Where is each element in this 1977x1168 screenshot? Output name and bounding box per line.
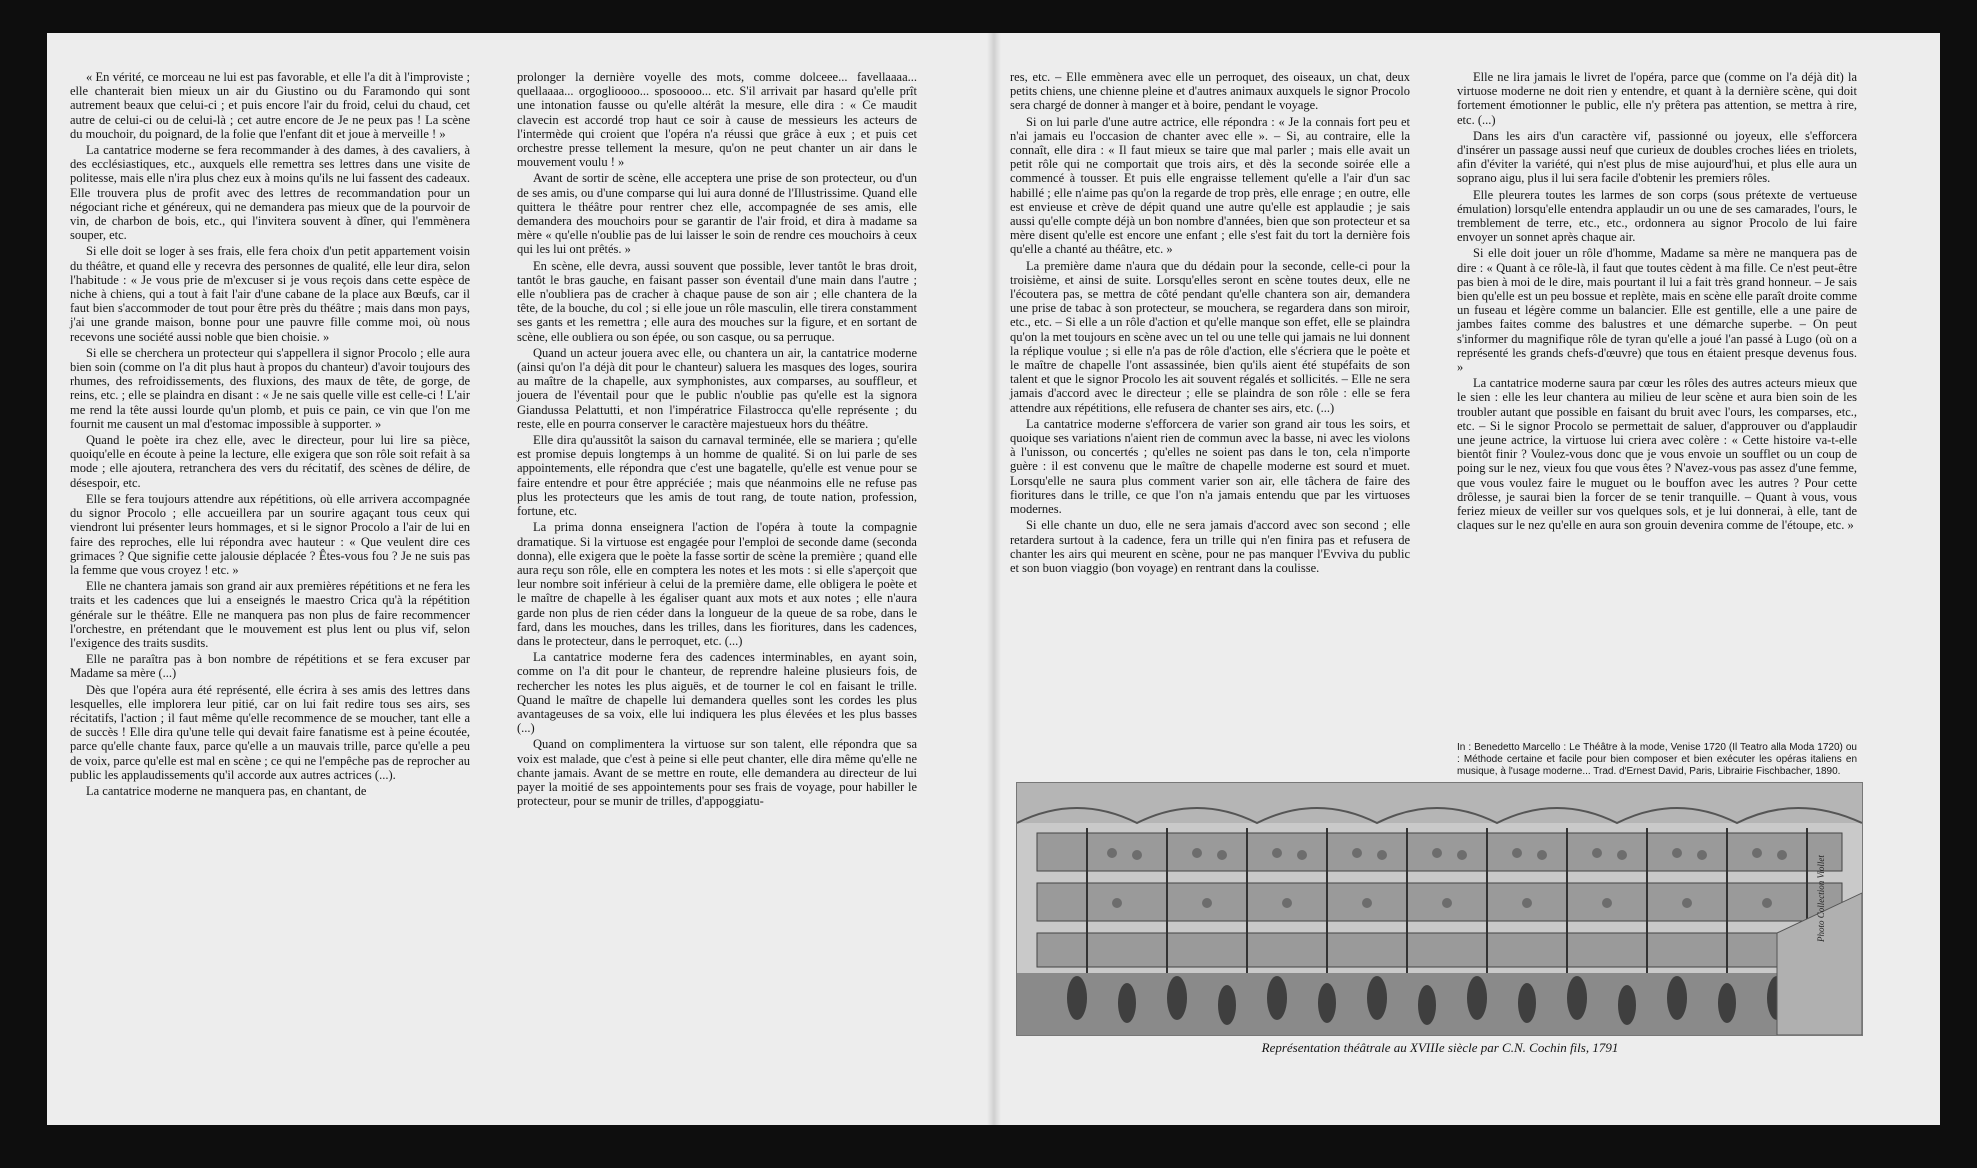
paragraph: Elle dira qu'aussitôt la saison du carnaval terminée, elle se mariera ; qu'elle est promise depuis longtemps à un homme de qualité. Si on lui parle de ses appointements, elle répondra que c'est une bagatelle, qu'elle est venue pour se faire entendre et pour être appréciée ; mais que néanmoins elle ne refuse pas plus les protecteurs que les amis de tout rang, de toute nation, profession, fortune, etc.	[517, 433, 917, 519]
paragraph: Quand on complimentera la virtuose sur son talent, elle répondra que sa voix est malade, que c'est à peine si elle peut chanter, elle dira même qu'elle ne chante jamais. Avant de se mettre en route, elle demandera au directeur de lui payer la moitié de ses appointements pour ses frais de voyage, pour habiller le protecteur, pour se munir de trilles, d'appoggiatu-	[517, 737, 917, 809]
text-column-2	[517, 70, 917, 1065]
paragraph: La cantatrice moderne ne manquera pas, en chantant, de	[86, 783, 367, 798]
figure-caption: Représentation théâtrale au XVIIIe siècle par C.N. Cochin fils, 1791	[1261, 1040, 1619, 1055]
paragraph: La cantatrice moderne se fera recommander à des dames, à des cavaliers, à des ecclésiastiques, etc., auxquels elle remettra ses lettres dans une visite de politesse, mais elle n'ira plus chez eux à moins qu'ils ne lui fassent des cadeaux. Elle trouvera plus de profit avec des lettres de recommandation pour un négociant riche et généreux, qui ne demandera pas mieux que de la pourvoir de vin, de charbon de bois, etc., qui l'invitera souvent à dîner, qui l'emmènera souper, etc.	[70, 143, 470, 243]
paragraph: La première dame n'aura que du dédain pour la seconde, celle-ci pour la troisième, et ainsi de suite. Lorsqu'elles seront en scène toutes deux, elle ne l'écoutera pas, se mettra de côté pendant qu'elle chantera son air, demandera une prise de tabac à son protecteur, se mouchera, se regardera dans son miroir, etc., etc. – Si elle a un rôle d'action et qu'elle manque son effet, elle se plaindra qu'on la met toujours en scène avec un tel ou une telle qui jamais ne lui donnent la réplique voulue ; si elle n'a pas de rôle d'action, elle s'écriera que le poète et le maître de chapelle l'ont assassinée, bien qu'ils aient été stupéfaits de son talent et que le signor Procolo les ait souvent régalés et sollicités. – Elle ne sera jamais d'accord avec le directeur ; elle se plaindra de son rôle : elle se fera attendre aux répétitions, elle refusera de chanter ses airs, etc. (...)	[1010, 258, 1410, 415]
paragraph: « En vérité, ce morceau ne lui est pas favorable, et elle l'a dit à l'improviste ; elle chanterait bien mieux un air du Giustino ou du Faramondo qui sont autrement beaux que celui-ci ; et puis encore l'air du froid, celui du chaud, cet autre de celui-ci ou de celui-là ; cet autre encore de Je ne peux pas ! La scène du mouchoir, du poignard, de la folie que l'enfant dit et joue à merveille ! »	[70, 70, 470, 141]
paragraph: Quand le poète ira chez elle, avec le directeur, pour lui lire sa pièce, quoiqu'elle en écoute à peine la lecture, elle exigera que son rôle soit refait à sa mode ; elle ajoutera, retranchera des vers du récitatif, des scènes de délire, de désespoir, etc.	[70, 433, 470, 490]
paragraph: Dans les airs d'un caractère vif, passionné ou joyeux, elle s'efforcera d'insérer un passage aussi neuf que curieux de doubles croches liées en triolets, afin d'éviter la variété, qui n'est plus de mise aujourd'hui, et plus elle aura un soprano aigu, plus il lui sera facile d'obtenir les premiers rôles.	[1457, 128, 1857, 186]
paragraph: Elle ne chantera jamais son grand air aux premières répétitions et ne fera les traits et les cadences que lui a enseignés le maestro Crica qu'à la répétition générale sur le théâtre. Elle ne manquera pas non plus de faire recommencer l'orchestre, en prétendant que le mouvement est plus lent ou plus vif, selon l'exigence des traits susdits.	[70, 579, 470, 650]
paragraph: Si elle doit jouer un rôle d'homme, Madame sa mère ne manquera pas de dire : « Quant à ce rôle-là, il faut que toutes cèdent à ma fille. Ce n'est peut-être pas bien à moi de le dire, mais pourtant il lui a fait très grand honneur. – Je sais bien qu'elle est un peu bossue et replète, mais en scène elle paraît droite comme un fuseau et légère comme un balancier. Elle est gentille, elle a une paire de jambes faites comme des balustres et une démarche superbe. – On peut s'informer du magnifique rôle de tyran qu'elle a joué l'an passé à Lugo (où on a représenté les grands chefs-d'œuvre) que tous en étaient presque devenus fous. »	[1457, 246, 1857, 375]
paragraph: Elle pleurera toutes les larmes de son corps (sous prétexte de vertueuse émulation) lorsqu'elle entendra applaudir un ou une de ses camarades, l'ours, le tremblement de terre, etc., etc., ordonnera au signor Procolo de lui faire envoyer un sonnet après chaque air.	[1457, 187, 1857, 245]
paragraph: Quand un acteur jouera avec elle, ou chantera un air, la cantatrice moderne (ainsi qu'on l'a déjà dit pour le chanteur) saluera les masques des loges, sourira au maître de la chapelle, aux symphonistes, aux comparses, au souffleur, et jouera de l'éventail pour que le public n'oublie pas qu'elle est la signora Giandussa Pelattutti, et non l'impératrice Filastrocca qu'elle représente ; du reste, elle en pourra conserver le caractère majestueux hors du théâtre.	[517, 345, 917, 431]
text-column-3	[1010, 70, 1410, 760]
paragraph: res, etc. – Elle emmènera avec elle un perroquet, des oiseaux, un chat, deux petits chiens, une chienne pleine et d'autres animaux auxquels le signor Procolo sera chargé de donner à manger et à boire, pendant le voyage.	[1010, 70, 1410, 113]
source-reference: In : Benedetto Marcello : Le Théâtre à la mode, Venise 1720 (Il Teatro alla Moda 1720) ou : Méthode certaine et facile pour bien composer et bien exécuter les opéras italiens en musique, à l'usage moderne... Trad. d'Ernest David, Paris, Librairie Fischbacher, 1890.	[1457, 742, 1857, 777]
book-gutter	[987, 33, 1001, 1125]
paragraph: Si elle doit se loger à ses frais, elle fera choix d'un petit appartement voisin du théâtre, et quand elle y recevra des personnes de qualité, elle leur dira, selon l'habitude : « Je vous prie de m'excuser si je vous reçois dans cette espèce de niche à chiens, qui a tout à fait l'air d'une cabane de la place aux Bœufs, car il faut bien s'accommoder de tout pour être près du théâtre ; mais dans mon pays, j'ai une grande maison, bonne pour une pauvre fille comme moi, où nous recevons une société aussi noble que bien choisie. »	[70, 244, 470, 344]
paragraph: La prima donna enseignera l'action de l'opéra à toute la compagnie dramatique. Si la virtuose est engagée pour l'emploi de seconde dame (seconda donna), elle exigera que le poète la fasse sortir de scène la première ; quand elle aura reçu son rôle, elle en comptera les notes et les mots : si elle s'aperçoit que leur nombre soit inférieur à celui de la première dame, elle obligera le poète et le maître de chapelle à les égaliser quant aux mots et aux notes ; elle n'aura garde non plus de rien céder dans la longueur de la queue de sa robe, dans le fard, dans les mouches, dans les trilles, dans les fioritures, dans les cadences, dans le protecteur, dans le perroquet, etc. (...)	[517, 520, 917, 648]
paragraph: Elle se fera toujours attendre aux répétitions, où elle arrivera accompagnée du signor Procolo ; elle accueillera par un sourire agaçant tous ceux qui viendront lui présenter leurs hommages, et si le signor Procolo a l'air de lui en faire des reproches, elle lui répondra avec hauteur : « Que veulent dire ces grimaces ? Que signifie cette jalousie déplacée ? Êtes-vous fou ? Je ne suis pas la femme que vous croyez ! etc. »	[70, 491, 470, 577]
paragraph: La cantatrice moderne saura par cœur les rôles des autres acteurs mieux que le sien : elle les leur chantera au milieu de leur scène et aura bien soin de les troubler autant que possible en faisant du bruit avec l'ours, les comparses, etc., etc. – Si le signor Procolo se permettait de saluer, d'approuver ou d'applaudir une jeune actrice, la virtuose lui criera avec colère : « Cette histoire va-t-elle bientôt finir ? Voulez-vous donc que je vous envoie un soufflet ou un coup de poing sur le nez, vieux fou que vous êtes ? N'avez-vous pas assez d'une femme, que vous voulez faire le muguet ou le bouffon avec les autres ? Pour cette drôlesse, je saurai bien la forcer de se tenir tranquille. – Quant à vous, vous feriez mieux de veiller sur vos quelques sols, et je lui donnerai, à elle, tant de claques sur le nez qu'elle en aura son grouin devenira comme de l'étoupe, etc. »	[1457, 376, 1857, 533]
text-column-1	[70, 70, 470, 1065]
paragraph: Elle ne paraîtra pas à bon nombre de répétitions et se fera excuser par Madame sa mère (...)	[70, 652, 470, 681]
paragraph: Si on lui parle d'une autre actrice, elle répondra : « Je la connais fort peu et n'ai jamais eu l'occasion de chanter avec elle ». – Si, au contraire, elle la connaît, elle dira : « Il faut mieux se taire que mal parler ; mais elle avait un petit rôle qui ne comportait que trois airs, et dès la seconde soirée elle a commencé à tousser. Et puis elle engraisse tellement qu'elle a l'air d'un sac habillé ; elle n'aime pas qu'on la regarde de trop près, elle enrage ; en outre, elle est envieuse et crève de dépit quand une autre qu'elle est applaudie ; je sais aussi qu'elle compte déjà un bon nombre d'années, bien que son protecteur et sa mère disent qu'elle est encore une enfant ; elle s'est fait du tort la dernière fois qu'elle a chanté au théâtre, etc. »	[1010, 114, 1410, 257]
paragraph: Dès que l'opéra aura été représenté, elle écrira à ses amis des lettres dans lesquelles, elle implorera leur pitié, car on lui fait redire tous ses airs, ses récitatifs, l'action ; il faut même qu'elle recommence de se moucher, tant elle a de succès ! Elle dira qu'une telle qui devait faire fanatisme est à peine écoutée, parce qu'elle chante faux, parce qu'elle a un mauvais trille, parce qu'elle a peu de voix, parce qu'elle est mal en scène ; ce qui ne l'empêche pas de reprocher au public les applaudissements qu'il accorde aux autres actrices (...).	[70, 682, 470, 782]
engraving-illustration	[1017, 783, 1862, 1035]
paragraph: Avant de sortir de scène, elle acceptera une prise de son protecteur, ou d'un de ses amis, ou d'une comparse qui lui aura donné de l'Illustrissime. Quand elle quittera le théâtre pour rentrer chez elle, accompagnée de ses amis, elle demandera des mouchoirs pour se garantir de l'air froid, et dira à madame sa mère « qu'elle n'oublie pas de lui laisser le soin de rendre ces mouchoirs à ceux qui les lui ont prêtés. »	[517, 171, 917, 257]
paragraph: En scène, elle devra, aussi souvent que possible, lever tantôt le bras droit, tantôt le bras gauche, en faisant passer son éventail d'une main dans l'autre ; elle n'oubliera pas de cracher à chaque pause de son air ; elle chantera de la tête, de la bouche, du col ; si elle joue un rôle masculin, elle tirera constamment ses gants et les remettra ; elle aura des mouches sur la figure, et en sortant de scène, elle oubliera ou son épée, ou son casque, ou sa perruque.	[517, 258, 917, 344]
paragraph: Si elle se cherchera un protecteur qui s'appellera il signor Procolo ; elle aura bien soin (comme on l'a dit plus haut à propos du chanteur) d'avoir toujours des rhumes, des refroidissements, des fluxions, des maux de tête, de gorge, de reins, etc. ; elle se plaindra en disant : « Je ne sais quelle ville est celle-ci ! L'air me rend la tête aussi lourde qu'un plomb, et puis ce pain, ce vin que l'on me fournit me causent un mal d'estomac impossible à supporter. »	[70, 345, 470, 431]
text-column-4	[1457, 70, 1857, 790]
paragraph: La cantatrice moderne s'efforcera de varier son grand air tous les soirs, et quoique ses variations n'aient rien de commun avec la basse, ni avec les violons à l'unisson, ou concertés ; qu'elles ne soient pas dans le ton, cela n'importe guère : il est convenu que le maître de chapelle moderne est sourd et muet. Lorsqu'elle ne saura plus comment varier son air, elle tâchera de faire des fioritures dans le trille, ce que l'on n'a jamais entendu que par les virtuoses modernes.	[1010, 416, 1410, 517]
paragraph: Si elle chante un duo, elle ne sera jamais d'accord avec son second ; elle retardera surtout à la cadence, fera un trille qui n'en finira pas et refusera de chanter les airs qui meurent en scène, pour ne pas manquer l'Evviva du public et son buon viaggio (bon voyage) en rentrant dans la coulisse.	[1010, 518, 1410, 575]
theatre-engraving	[1016, 782, 1863, 1036]
photo-credit: Photo Collection Viollet	[1816, 855, 1826, 942]
paragraph: prolonger la dernière voyelle des mots, comme dolceee... favellaaaa... quellaaaa... orgoglioooo... sposoooo... etc. S'il arrivait par hasard qu'elle prît une intonation fausse ou qu'elle altérât la mesure, elle dira : « Ce maudit clavecin est accordé trop haut ce soir à cause de messieurs les acteurs de l'intermède qui croient que l'opéra n'a réussi que grâce à eux ; et puis cet orchestre presse tellement la mesure, qu'on ne peut chanter un air dans le mouvement voulu ! »	[517, 70, 917, 170]
paragraph: La cantatrice moderne fera des cadences interminables, en ayant soin, comme on l'a dit pour le chanteur, de reprendre haleine plusieurs fois, de rechercher les notes les plus aiguës, et de tourner le col en faisant le trille. Quand le maître de chapelle lui demandera quelles sont les cordes les plus avantageuses de sa voix, elle lui indiquera les plus élevées et les plus basses (...)	[517, 650, 917, 736]
paragraph: Elle ne lira jamais le livret de l'opéra, parce que (comme on l'a déjà dit) la virtuose moderne ne doit rien y entendre, et quant à la dernière scène, qui doit fortement émotionner le public, elle n'y prêtera pas attention, se mettra à rire, etc. (...)	[1457, 70, 1857, 127]
